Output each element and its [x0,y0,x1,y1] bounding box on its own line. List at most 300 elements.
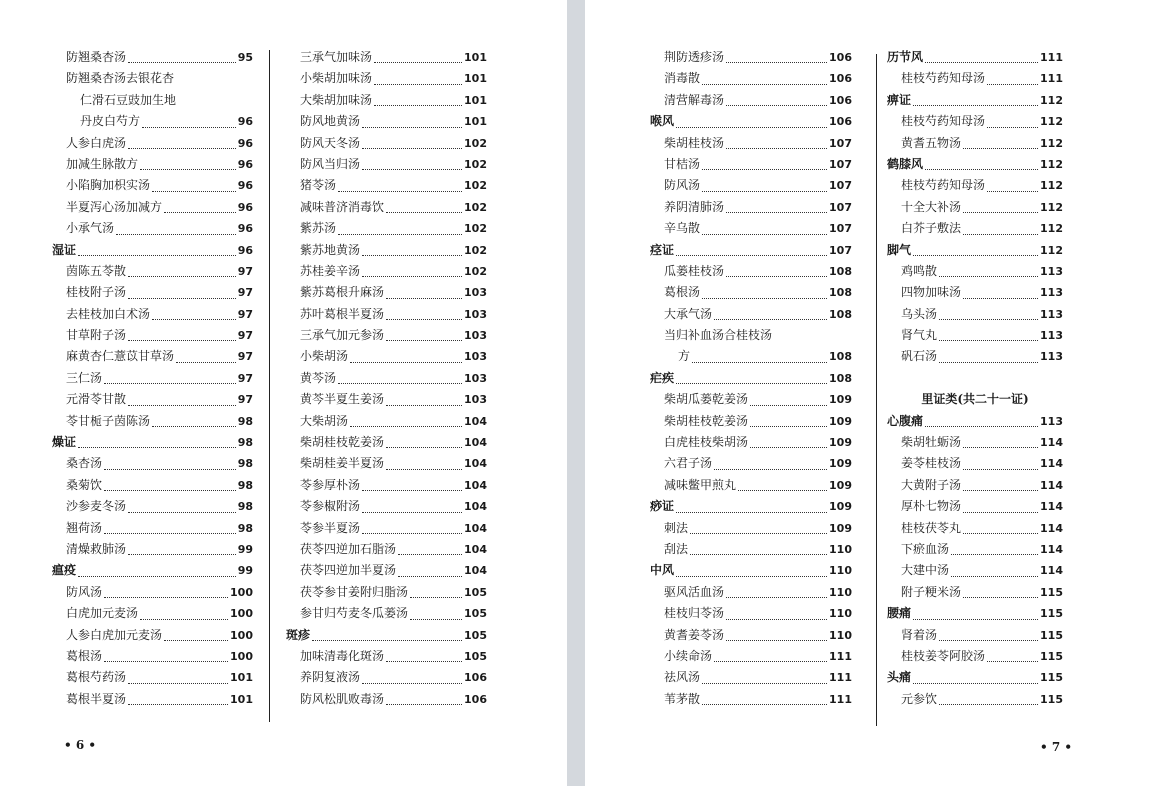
toc-entry-title: 葛根芍药汤 [66,670,127,685]
toc-entry-title: 厚朴七物汤 [901,499,962,514]
toc-page-number: 114 [1040,564,1063,578]
dot-leader [386,469,462,470]
toc-entry [650,432,852,453]
toc-entry [650,603,852,624]
dot-leader [128,512,236,513]
toc-entry [52,197,253,218]
toc-entry [887,218,1063,239]
toc-entry-title: 桂枝附子汤 [66,285,127,300]
toc-page-number: 108 [829,264,852,278]
toc-entry-title: 防风汤 [66,584,103,599]
toc-entry [286,197,487,218]
toc-entry-title: 辛乌散 [664,221,701,236]
toc-entry [650,218,852,239]
toc-page-number: 112 [1040,243,1063,257]
toc-page-number: 110 [829,607,852,621]
toc-entry-title: 小柴胡加味汤 [300,71,373,86]
toc-entry-title: 痉证 [650,242,675,257]
toc-entry [286,154,487,175]
dot-leader [913,105,1038,106]
toc-entry-title: 紫苏葛根升麻汤 [300,285,385,300]
toc-entry [887,197,1063,218]
toc-page-number: 112 [1040,93,1063,107]
toc-page-number: 106 [829,115,852,129]
dot-leader [726,212,827,213]
toc-page-number: 113 [1040,414,1063,428]
toc-entry [286,689,487,710]
toc-entry-title: 苓参半夏汤 [300,520,361,535]
toc-page-number: 109 [829,457,852,471]
toc-entry-title: 人参白虎加元麦汤 [66,627,163,642]
left-column-divider [269,50,270,722]
dot-leader [726,640,827,641]
dot-leader [714,469,827,470]
toc-page-number: 97 [237,307,253,321]
toc-entry [286,389,487,410]
toc-entry-title: 甘草附子汤 [66,328,127,343]
toc-category [887,240,1063,261]
toc-entry-title: 茵陈五苓散 [66,263,127,278]
toc-page-number: 97 [237,286,253,300]
dot-leader [128,340,236,341]
toc-entry-title: 柴胡瓜蒌乾姜汤 [664,392,749,407]
dot-leader [726,105,827,106]
toc-entry-title: 方 [678,349,691,364]
toc-entry-title: 斑疹 [286,627,311,642]
dot-leader [939,340,1038,341]
toc-entry-title: 减味鳖甲煎丸 [664,477,737,492]
dot-leader [702,169,827,170]
toc-category [887,667,1063,688]
toc-entry-title: 茯苓四逆加半夏汤 [300,563,397,578]
toc-page-number: 115 [1040,692,1063,706]
toc-entry-title: 瓜蒌桂枝汤 [664,263,725,278]
dot-leader [676,383,827,384]
toc-entry [52,603,253,624]
toc-entry [887,475,1063,496]
toc-entry-title: 丹皮白芍方 [80,114,141,129]
toc-entry [650,304,852,325]
toc-page-number: 107 [829,179,852,193]
toc-entry [650,518,852,539]
toc-page-number: 104 [464,436,487,450]
toc-page-number: 102 [464,200,487,214]
toc-entry-title: 当归补血汤合桂枝汤 [664,328,773,343]
toc-entry-title: 矾石汤 [901,349,938,364]
toc-entry-title: 脚气 [887,242,912,257]
toc-page-number: 108 [829,286,852,300]
toc-page-number: 96 [237,222,253,236]
toc-page-number: 105 [464,628,487,642]
toc-entry [286,646,487,667]
toc-entry [52,325,253,346]
toc-page-number: 112 [1040,200,1063,214]
toc-entry-title: 白芥子敷法 [901,221,962,236]
toc-entry [52,368,253,389]
dot-leader [726,619,827,620]
toc-page-number: 104 [464,521,487,535]
toc-entry-title: 下瘀血汤 [901,541,950,556]
toc-page-number: 100 [230,628,253,642]
toc-entry [286,667,487,688]
toc-entry [286,368,487,389]
dot-leader [726,276,827,277]
dot-leader [104,383,236,384]
toc-entry [286,175,487,196]
toc-entry-title: 清燥救肺汤 [66,541,127,556]
toc-entry-title: 参甘归芍麦冬瓜蒌汤 [300,606,409,621]
dot-leader [714,661,827,662]
toc-entry [286,453,487,474]
toc-entry [52,518,253,539]
toc-page-number: 107 [829,200,852,214]
toc-page-number: 104 [464,457,487,471]
dot-leader [152,191,236,192]
dot-leader [152,319,236,320]
toc-entry-title: 中风 [650,563,675,578]
toc-entry [52,90,253,111]
toc-page-number: 114 [1040,500,1063,514]
dot-leader [963,533,1038,534]
dot-leader [987,127,1038,128]
dot-leader [78,576,236,577]
toc-entry [286,111,487,132]
toc-page-number: 111 [829,649,852,663]
toc-page-number: 113 [1040,329,1063,343]
dot-leader [128,62,236,63]
toc-page-number: 105 [464,649,487,663]
toc-page-number: 98 [237,478,253,492]
toc-entry [650,154,852,175]
toc-entry-title: 防风松肌败毒汤 [300,691,385,706]
dot-leader [925,426,1038,427]
toc-entry-title: 黄耆姜苓汤 [664,627,725,642]
dot-leader [913,255,1038,256]
toc-entry [52,133,253,154]
toc-page-number: 98 [237,500,253,514]
dot-leader [987,661,1038,662]
toc-page-number: 113 [1040,350,1063,364]
toc-entry-title: 防风地黄汤 [300,114,361,129]
toc-category [887,603,1063,624]
toc-entry [887,453,1063,474]
toc-category [650,496,852,517]
toc-page-number: 104 [464,414,487,428]
dot-leader [350,426,462,427]
toc-page-number: 104 [464,500,487,514]
toc-entry [286,47,487,68]
toc-page-number: 112 [1040,222,1063,236]
dot-leader [702,683,827,684]
toc-page-number: 111 [1040,72,1063,86]
toc-entry [52,496,253,517]
section-heading [887,389,1063,410]
toc-entry-title: 乌头汤 [901,306,938,321]
toc-entry [52,539,253,560]
toc-entry-title: 鹤膝风 [887,156,924,171]
toc-category [887,154,1063,175]
toc-page-number: 102 [464,157,487,171]
dot-leader [410,597,462,598]
right-column-2 [887,47,1063,710]
toc-page-number: 98 [237,521,253,535]
toc-entry [887,133,1063,154]
toc-entry-title: 柴胡桂枝乾姜汤 [664,413,749,428]
toc-entry-title: 痧证 [650,499,675,514]
toc-entry [52,582,253,603]
dot-leader [362,490,462,491]
toc-page-number: 96 [237,243,253,257]
dot-leader [338,191,462,192]
dot-leader [702,191,827,192]
dot-leader [362,512,462,513]
toc-entry [650,133,852,154]
toc-entry-title: 加减生脉散方 [66,156,139,171]
toc-entry [887,346,1063,367]
dot-leader [750,405,827,406]
toc-entry-title: 驱风活血汤 [664,584,725,599]
toc-page-number: 103 [464,286,487,300]
toc-entry [650,475,852,496]
toc-category [52,560,253,581]
toc-entry-title: 桑菊饮 [66,477,103,492]
toc-entry [286,325,487,346]
toc-entry-title: 柴胡桂枝乾姜汤 [300,435,385,450]
toc-page-number: 103 [464,307,487,321]
toc-entry-title: 翘荷汤 [66,520,103,535]
toc-entry-title: 苇茅散 [664,691,701,706]
toc-page-number: 103 [464,350,487,364]
toc-entry-title: 苏桂姜辛汤 [300,263,361,278]
toc-entry [286,346,487,367]
toc-entry [650,175,852,196]
dot-leader [338,383,462,384]
toc-page-number: 111 [829,692,852,706]
dot-leader [142,127,236,128]
dot-leader [963,447,1038,448]
toc-entry-title: 去桂枝加白术汤 [66,306,151,321]
dot-leader [104,469,236,470]
toc-entry-title: 桂枝芍药知母汤 [901,114,986,129]
dot-leader [386,704,462,705]
toc-entry-title: 大黄附子汤 [901,477,962,492]
toc-entry-title: 黄芩汤 [300,370,337,385]
toc-entry [887,111,1063,132]
dot-leader [925,62,1038,63]
toc-page-number: 98 [237,436,253,450]
toc-page-number: 109 [829,393,852,407]
toc-entry [286,475,487,496]
toc-page-number: 112 [1040,136,1063,150]
toc-entry [650,411,852,432]
left-column-1 [52,47,253,710]
toc-page-number: 106 [829,50,852,64]
toc-entry-title: 鸡鸣散 [901,263,938,278]
toc-page-number: 101 [464,50,487,64]
dot-leader [386,298,462,299]
toc-entry [52,304,253,325]
toc-page-number: 104 [464,542,487,556]
toc-entry [887,582,1063,603]
toc-entry [887,304,1063,325]
dot-leader [951,554,1038,555]
dot-leader [176,362,236,363]
toc-page-number: 114 [1040,542,1063,556]
toc-entry-title: 防风天冬汤 [300,135,361,150]
toc-page-number: 96 [237,136,253,150]
toc-entry-title: 元参饮 [901,691,938,706]
toc-entry-title: 白虎加元麦汤 [66,606,139,621]
section-heading-text: 里证类(共二十一证) [921,392,1029,407]
dot-leader [386,319,462,320]
toc-entry-title: 苓甘栀子茵陈汤 [66,413,151,428]
toc-entry [52,175,253,196]
toc-entry-title: 湿证 [52,242,77,257]
dot-leader [963,469,1038,470]
toc-entry-title: 仁滑石豆豉加生地 [80,92,177,107]
toc-entry-title: 桂枝芍药知母汤 [901,71,986,86]
toc-entry [52,689,253,710]
dot-leader [726,597,827,598]
toc-entry [887,625,1063,646]
toc-page-number: 109 [829,521,852,535]
toc-page-number: 97 [237,329,253,343]
dot-leader [939,704,1038,705]
dot-leader [116,234,236,235]
toc-entry-title: 半夏泻心汤加减方 [66,199,163,214]
toc-entry-title: 紫苏地黄汤 [300,242,361,257]
dot-leader [128,554,236,555]
dot-leader [398,576,462,577]
toc-entry [650,90,852,111]
toc-entry-title: 头痛 [887,670,912,685]
toc-entry-title: 减味普济消毒饮 [300,199,385,214]
toc-entry-title: 桂枝姜苓阿胶汤 [901,648,986,663]
toc-entry-title: 大承气汤 [664,306,713,321]
toc-entry-title: 柴胡桂枝汤 [664,135,725,150]
toc-entry-title: 元滑苓甘散 [66,392,127,407]
toc-entry [650,261,852,282]
toc-entry [887,175,1063,196]
toc-entry [650,582,852,603]
toc-page-number: 111 [1040,50,1063,64]
dot-leader [104,597,228,598]
toc-entry-title: 桑杏汤 [66,456,103,471]
toc-entry-title: 心腹痛 [887,413,924,428]
dot-leader [714,319,827,320]
toc-page-number: 112 [1040,157,1063,171]
dot-leader [939,319,1038,320]
toc-entry [52,68,253,89]
toc-entry-title: 六君子汤 [664,456,713,471]
dot-leader [676,255,827,256]
toc-entry [52,346,253,367]
toc-page-number: 110 [829,628,852,642]
toc-entry-title: 疟疾 [650,370,675,385]
toc-entry-title: 喉风 [650,114,675,129]
toc-page-number: 107 [829,222,852,236]
toc-entry-title: 刺法 [664,520,689,535]
toc-page-number: 97 [237,264,253,278]
toc-page-number: 113 [1040,307,1063,321]
toc-entry-title: 祛风汤 [664,670,701,685]
dot-leader [925,169,1038,170]
toc-entry-title: 瘟疫 [52,563,77,578]
toc-category [887,90,1063,111]
toc-entry-title: 茯苓参甘姜附归脂汤 [300,584,409,599]
dot-leader [386,405,462,406]
toc-entry [52,111,253,132]
toc-page-number: 113 [1040,264,1063,278]
toc-entry-title: 人参白虎汤 [66,135,127,150]
toc-entry [286,411,487,432]
toc-page-number: 109 [829,414,852,428]
toc-entry-title: 腰痛 [887,606,912,621]
toc-entry-title: 养阴清肺汤 [664,199,725,214]
toc-entry [286,282,487,303]
dot-leader [362,255,462,256]
toc-entry-title: 燥证 [52,435,77,450]
toc-entry [286,304,487,325]
dot-leader [726,62,827,63]
dot-leader [939,276,1038,277]
dot-leader [939,640,1038,641]
toc-entry-title: 苏叶葛根半夏汤 [300,306,385,321]
toc-entry [887,518,1063,539]
dot-leader [726,148,827,149]
dot-leader [676,512,827,513]
toc-page-number: 106 [464,671,487,685]
toc-page-number: 96 [237,157,253,171]
dot-leader [386,212,462,213]
dot-leader [987,84,1038,85]
toc-entry-title: 小续命汤 [664,648,713,663]
toc-entry [286,133,487,154]
toc-page-number: 106 [829,93,852,107]
dot-leader [690,533,827,534]
toc-page-number: 101 [464,93,487,107]
toc-category [52,432,253,453]
toc-page-number: 99 [237,564,253,578]
toc-category [52,240,253,261]
dot-leader [750,447,827,448]
toc-page-number: 115 [1040,649,1063,663]
toc-entry-title: 防翘桑杏汤 [66,49,127,64]
toc-entry [286,582,487,603]
toc-entry [650,667,852,688]
toc-page-number: 102 [464,179,487,193]
toc-entry-title: 茯苓四逆加石脂汤 [300,541,397,556]
toc-entry [52,218,253,239]
dot-leader [963,212,1038,213]
dot-leader [350,362,462,363]
toc-entry [286,432,487,453]
toc-entry [286,603,487,624]
toc-entry [650,453,852,474]
toc-entry [286,518,487,539]
dot-leader [128,704,228,705]
dot-leader [987,191,1038,192]
dot-leader [913,619,1038,620]
dot-leader [374,84,462,85]
dot-leader [140,619,228,620]
book-gutter [567,0,585,786]
dot-leader [374,105,462,106]
toc-entry-title: 刮法 [664,541,689,556]
toc-page-number: 100 [230,649,253,663]
toc-page-number: 104 [464,478,487,492]
dot-leader [164,212,236,213]
